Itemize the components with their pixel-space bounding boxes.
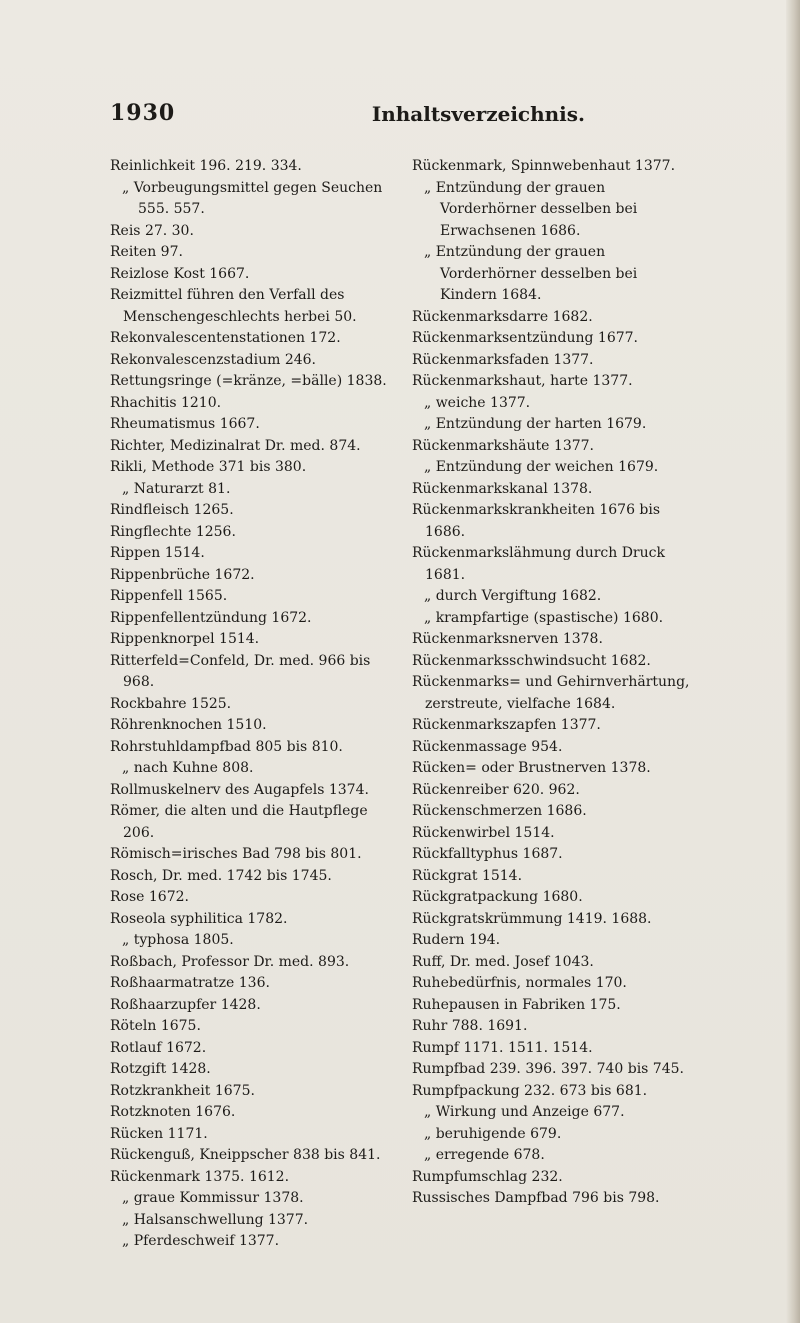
index-entry: „ beruhigende 679.: [424, 1125, 562, 1142]
index-entry: „ weiche 1377.: [424, 394, 531, 411]
index-entry: „ typhosa 1805.: [122, 932, 234, 948]
index-entry: Ruhepausen in Fabriken 175.: [412, 996, 621, 1013]
index-entry: Russisches Dampfbad 796 bis 798.: [412, 1190, 660, 1206]
index-entry: Rhachitis 1210.: [110, 394, 222, 411]
index-entry: Rippenfellentzündung 1672.: [110, 609, 312, 626]
index-entry: Rheumatismus 1667.: [110, 416, 260, 432]
index-entry: Rückenwirbel 1514.: [412, 824, 555, 841]
index-entry: Rückenguß, Kneippscher 838 bis 841.: [110, 1147, 381, 1163]
index-entry: „ durch Vergiftung 1682.: [424, 588, 602, 604]
index-entry: Rotzgift 1428.: [110, 1061, 211, 1077]
index-entry: Rudern 194.: [412, 932, 501, 948]
index-entry: Rettungsringe (=kränze, =bälle) 1838.: [110, 373, 387, 389]
index-entry: Rückenmarkskrankheiten 1676 bis 1686.: [412, 502, 661, 540]
index-entry: Ruff, Dr. med. Josef 1043.: [412, 953, 594, 970]
index-entry: Rindfleisch 1265.: [110, 502, 234, 518]
index-entry: Rippenfell 1565.: [110, 588, 228, 604]
index-entry: Rückenschmerzen 1686.: [412, 803, 587, 819]
page-edge-shadow: [786, 0, 800, 1323]
index-entry: Rotlauf 1672.: [110, 1039, 207, 1056]
index-entry: Rückgratskrümmung 1419. 1688.: [412, 910, 652, 927]
index-entry: Rückenmarks= und Gehirnverhärtung, zerstreute, vielfache 1684.: [412, 674, 690, 712]
index-entry: Roseola syphilitica 1782.: [110, 910, 288, 927]
index-entry: Rückenmassage 954.: [412, 738, 563, 755]
index-entry: „ Entzündung der grauen Vorderhörner desselben bei Erwachsenen 1686.: [424, 179, 638, 239]
index-entry: Rückgratpackung 1680.: [412, 889, 583, 905]
index-entry: „ Entzündung der harten 1679.: [424, 416, 647, 432]
index-entry: Römisch=irisches Bad 798 bis 801.: [110, 846, 362, 862]
index-entry: Rotzknoten 1676.: [110, 1104, 236, 1120]
index-entry: Rückenmarksschwindsucht 1682.: [412, 652, 651, 669]
index-entry: Rekonvalescenzstadium 246.: [110, 351, 316, 368]
index-entry: Rollmuskelnerv des Augapfels 1374.: [110, 781, 369, 798]
index-entry: Rückenmark, Spinnwebenhaut 1377.: [412, 158, 676, 174]
index-entry: Rückenmarkslähmung durch Druck 1681.: [412, 545, 665, 583]
index-entry: Reinlichkeit 196. 219. 334.: [110, 158, 302, 174]
index-entry: Rückenmarkskanal 1378.: [412, 480, 593, 497]
index-entry: Ruhebedürfnis, normales 170.: [412, 975, 627, 991]
index-entry: Reizlose Kost 1667.: [110, 265, 250, 282]
index-entry: „ nach Kuhne 808.: [122, 760, 254, 776]
page-number: 1930: [110, 100, 176, 126]
index-entry: Rippen 1514.: [110, 545, 205, 561]
index-entry: Rückenmarkshäute 1377.: [412, 437, 594, 454]
index-entry: Rumpfpackung 232. 673 bis 681.: [412, 1082, 648, 1099]
index-entry: Rosch, Dr. med. 1742 bis 1745.: [110, 867, 332, 884]
index-entry: Rohrstuhldampfbad 805 bis 810.: [110, 738, 343, 755]
index-entry: Rose 1672.: [110, 889, 189, 905]
index-entry: Rekonvalescentenstationen 172.: [110, 330, 341, 346]
index-entry: Rotzkrankheit 1675.: [110, 1082, 255, 1099]
index-entry: Ritterfeld=Confeld, Dr. med. 966 bis 968.: [110, 652, 371, 690]
page-header: [110, 100, 585, 130]
index-entry: Reis 27. 30.: [110, 222, 194, 239]
index-entry: Rückenreiber 620. 962.: [412, 781, 580, 798]
index-entry: Roßbach, Professor Dr. med. 893.: [110, 953, 350, 970]
index-entry: Rumpf 1171. 1511. 1514.: [412, 1039, 593, 1056]
index-entry: Reizmittel führen den Verfall des Menschengeschlechts herbei 50.: [110, 287, 357, 325]
index-column-left: [110, 156, 392, 1253]
index-entry: Rückenmarksfaden 1377.: [412, 351, 594, 368]
index-entry: Rücken= oder Brustnerven 1378.: [412, 760, 651, 776]
index-entry: Roßhaarmatratze 136.: [110, 975, 270, 991]
index-entry: Rücken 1171.: [110, 1125, 208, 1142]
index-entry: Rückenmarkshaut, harte 1377.: [412, 373, 633, 389]
index-entry: Römer, die alten und die Hautpflege 206.: [110, 803, 368, 841]
index-entry: „ erregende 678.: [424, 1147, 545, 1163]
index-entry: Rumpfbad 239. 396. 397. 740 bis 745.: [412, 1061, 684, 1077]
index-entry: „ Wirkung und Anzeige 677.: [424, 1104, 625, 1120]
index-columns: [110, 156, 690, 1316]
index-entry: „ Halsanschwellung 1377.: [122, 1211, 309, 1228]
index-entry: Roßhaarzupfer 1428.: [110, 996, 261, 1013]
index-entry: Ringflechte 1256.: [110, 523, 236, 540]
index-entry: Röhrenknochen 1510.: [110, 717, 267, 733]
index-entry: Rückenmarksentzündung 1677.: [412, 330, 638, 346]
index-entry: Rückenmarkszapfen 1377.: [412, 717, 601, 733]
index-entry: Richter, Medizinalrat Dr. med. 874.: [110, 437, 361, 454]
index-entry: Rückenmark 1375. 1612.: [110, 1168, 290, 1185]
index-entry: „ Entzündung der grauen Vorderhörner desselben bei Kindern 1684.: [424, 244, 638, 303]
index-entry: „ Naturarzt 81.: [122, 480, 231, 497]
index-entry: Röteln 1675.: [110, 1018, 201, 1034]
index-entry: Rippenknorpel 1514.: [110, 631, 260, 647]
index-entry: Reiten 97.: [110, 244, 183, 260]
index-entry: „ krampfartige (spastische) 1680.: [424, 609, 664, 626]
running-head: Inhaltsverzeichnis.: [371, 102, 585, 126]
index-entry: Rumpfumschlag 232.: [412, 1168, 563, 1185]
index-entry: Rückfalltyphus 1687.: [412, 846, 563, 862]
index-entry: „ graue Kommissur 1378.: [122, 1190, 304, 1206]
index-entry: Rückenmarksnerven 1378.: [412, 631, 603, 647]
index-entry: „ Pferdeschweif 1377.: [122, 1233, 280, 1249]
index-entry: Rikli, Methode 371 bis 380.: [110, 459, 307, 475]
index-entry: „ Vorbeugungsmittel gegen Seuchen 555. 557.: [122, 179, 383, 217]
index-entry: Ruhr 788. 1691.: [412, 1018, 528, 1034]
index-entry: Rückenmarksdarre 1682.: [412, 308, 593, 325]
index-column-right: [412, 156, 694, 1210]
index-entry: Rockbahre 1525.: [110, 695, 232, 712]
index-entry: „ Entzündung der weichen 1679.: [424, 459, 659, 475]
index-entry: Rippenbrüche 1672.: [110, 566, 255, 583]
index-entry: Rückgrat 1514.: [412, 867, 523, 884]
